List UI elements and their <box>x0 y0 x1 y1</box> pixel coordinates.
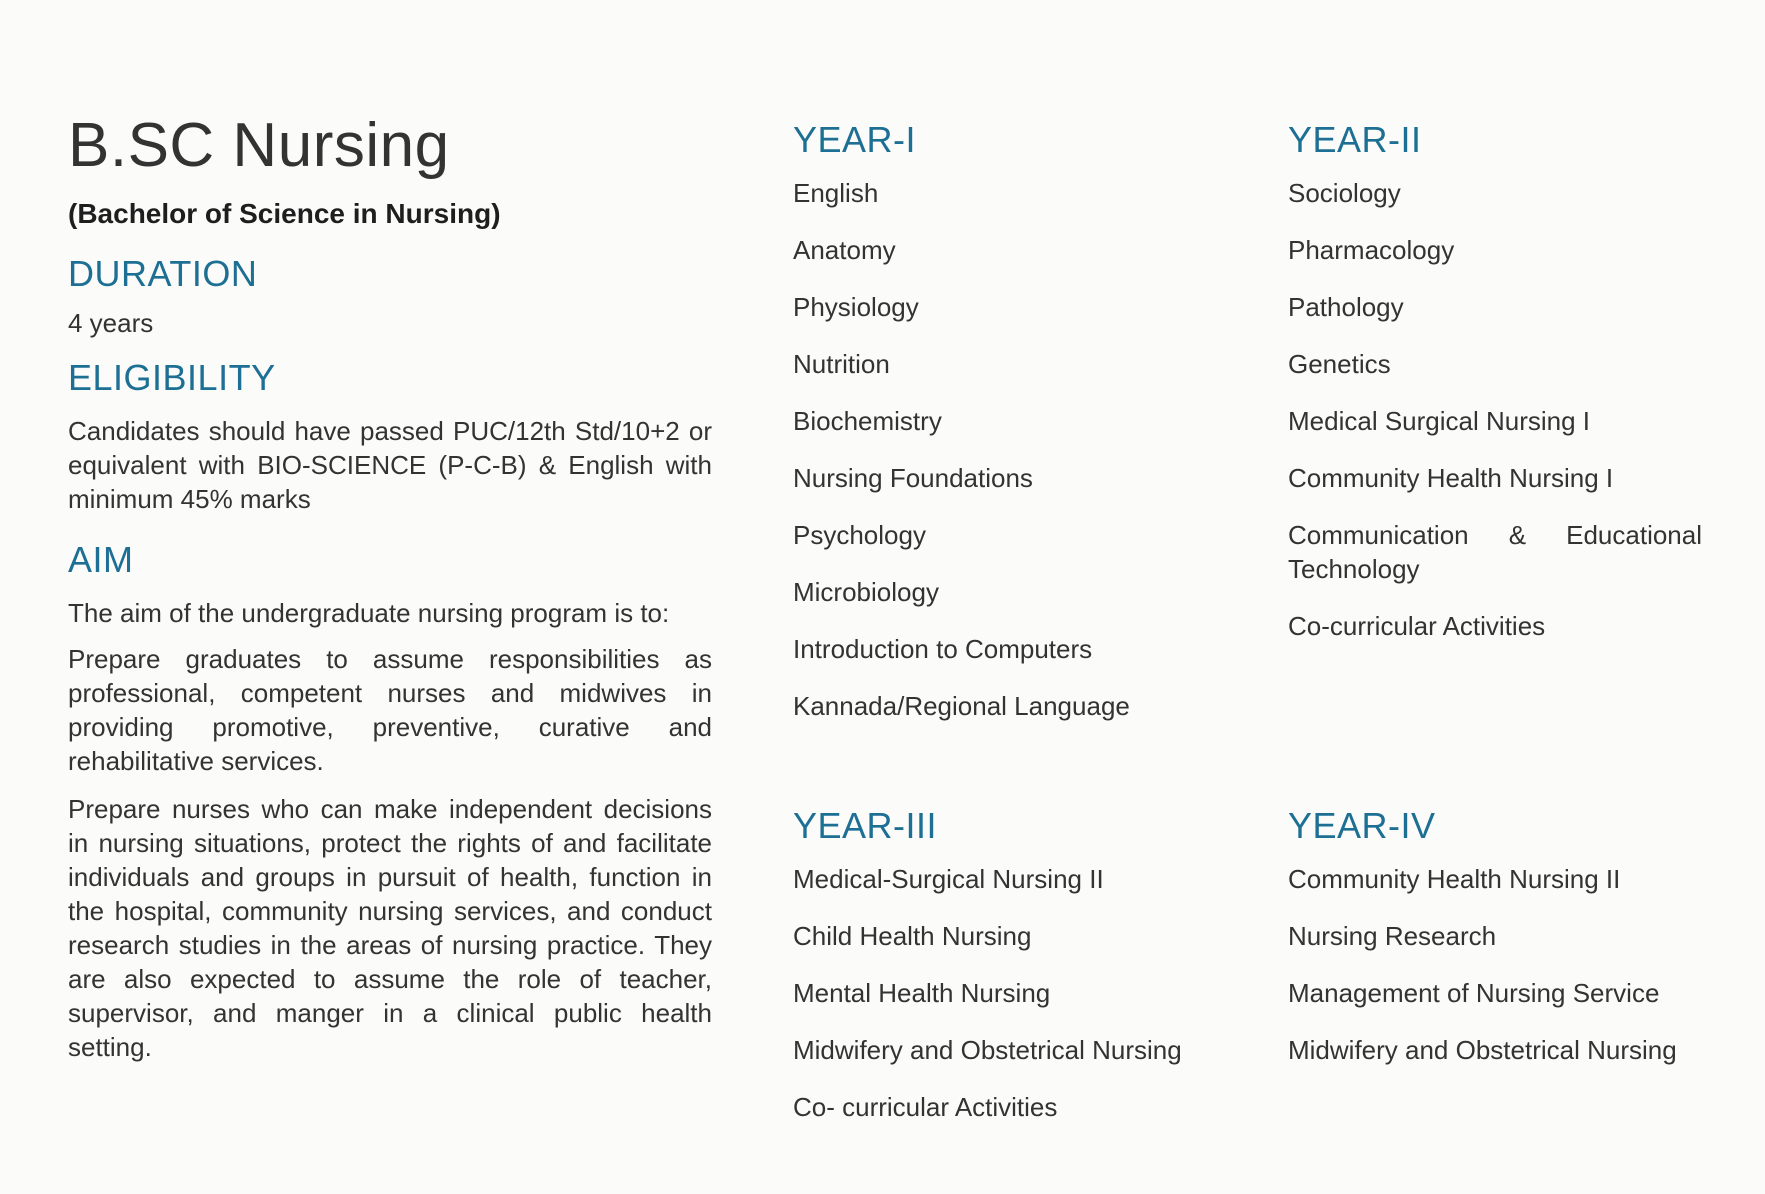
eligibility-heading: ELIGIBILITY <box>68 357 276 398</box>
subject-item: Nursing Research <box>1288 921 1497 951</box>
subject-item: Child Health Nursing <box>793 921 1032 951</box>
duration-heading: DURATION <box>68 253 258 294</box>
year-3-section <box>793 804 1233 1147</box>
subject-item: Co-curricular Activities <box>1288 611 1546 641</box>
year-4-heading: YEAR-IV <box>1288 805 1436 846</box>
subject-item: Physiology <box>793 292 919 322</box>
subject-item: Psychology <box>793 520 926 550</box>
subject-item: Community Health Nursing II <box>1288 864 1621 894</box>
subject-item: Management of Nursing Service <box>1288 978 1660 1008</box>
program-title: B.SC Nursing <box>68 111 450 180</box>
subject-item: Community Health Nursing I <box>1288 463 1614 493</box>
subject-item: Nutrition <box>793 349 890 379</box>
subject-item: English <box>793 178 879 208</box>
year-2-subjects <box>1288 176 1702 643</box>
subject-item: Medical-Surgical Nursing II <box>793 864 1104 894</box>
year-3-heading: YEAR-III <box>793 805 938 846</box>
subject-item: Mental Health Nursing <box>793 978 1051 1008</box>
program-info <box>68 110 712 1064</box>
eligibility-text: Candidates should have passed PUC/12th Std/10+2 or equivalent with BIO-SCIENCE (P-C-B) & English with minimum 45% marks <box>68 416 712 514</box>
aim-paragraph: Prepare graduates to assume responsibilities as professional, competent nurses and midwives in providing promotive, preventive, curative and rehabilitative services. <box>68 644 712 776</box>
year-4-subjects <box>1288 862 1728 1067</box>
subject-item: Co- curricular Activities <box>793 1092 1058 1122</box>
year-2-section <box>1288 118 1702 666</box>
duration-value: 4 years <box>68 308 154 338</box>
subject-item: Introduction to Computers <box>793 634 1093 664</box>
aim-paragraph: Prepare nurses who can make independent decisions in nursing situations, protect the rights of and facilitate individuals and groups in pursuit of health, function in the hospital, community nursing services, and conduct research studies in the areas of nursing practice. They are also expected to assume the role of teacher, supervisor, and manger in a clinical public health setting. <box>68 794 712 1062</box>
aim-intro: The aim of the undergraduate nursing program is to: <box>68 598 670 628</box>
subject-item: Pharmacology <box>1288 235 1455 265</box>
subject-item: Sociology <box>1288 178 1401 208</box>
year-2-heading: YEAR-II <box>1288 119 1422 160</box>
year-4-section <box>1288 804 1728 1090</box>
subject-item: Microbiology <box>793 577 939 607</box>
program-subtitle: (Bachelor of Science in Nursing) <box>68 198 501 229</box>
subject-item: Nursing Foundations <box>793 463 1033 493</box>
subject-item: Kannada/Regional Language <box>793 691 1130 721</box>
year-1-section <box>793 118 1213 746</box>
subject-item: Communication & Educational Technology <box>1288 520 1702 584</box>
subject-item: Anatomy <box>793 235 896 265</box>
subject-item: Medical Surgical Nursing I <box>1288 406 1591 436</box>
year-3-subjects <box>793 862 1233 1124</box>
subject-item: Pathology <box>1288 292 1404 322</box>
subject-item: Midwifery and Obstetrical Nursing <box>793 1035 1182 1065</box>
year-1-subjects <box>793 176 1213 723</box>
subject-item: Biochemistry <box>793 406 942 436</box>
subject-item: Midwifery and Obstetrical Nursing <box>1288 1035 1677 1065</box>
subject-item: Genetics <box>1288 349 1391 379</box>
year-1-heading: YEAR-I <box>793 119 917 160</box>
aim-heading: AIM <box>68 539 134 580</box>
